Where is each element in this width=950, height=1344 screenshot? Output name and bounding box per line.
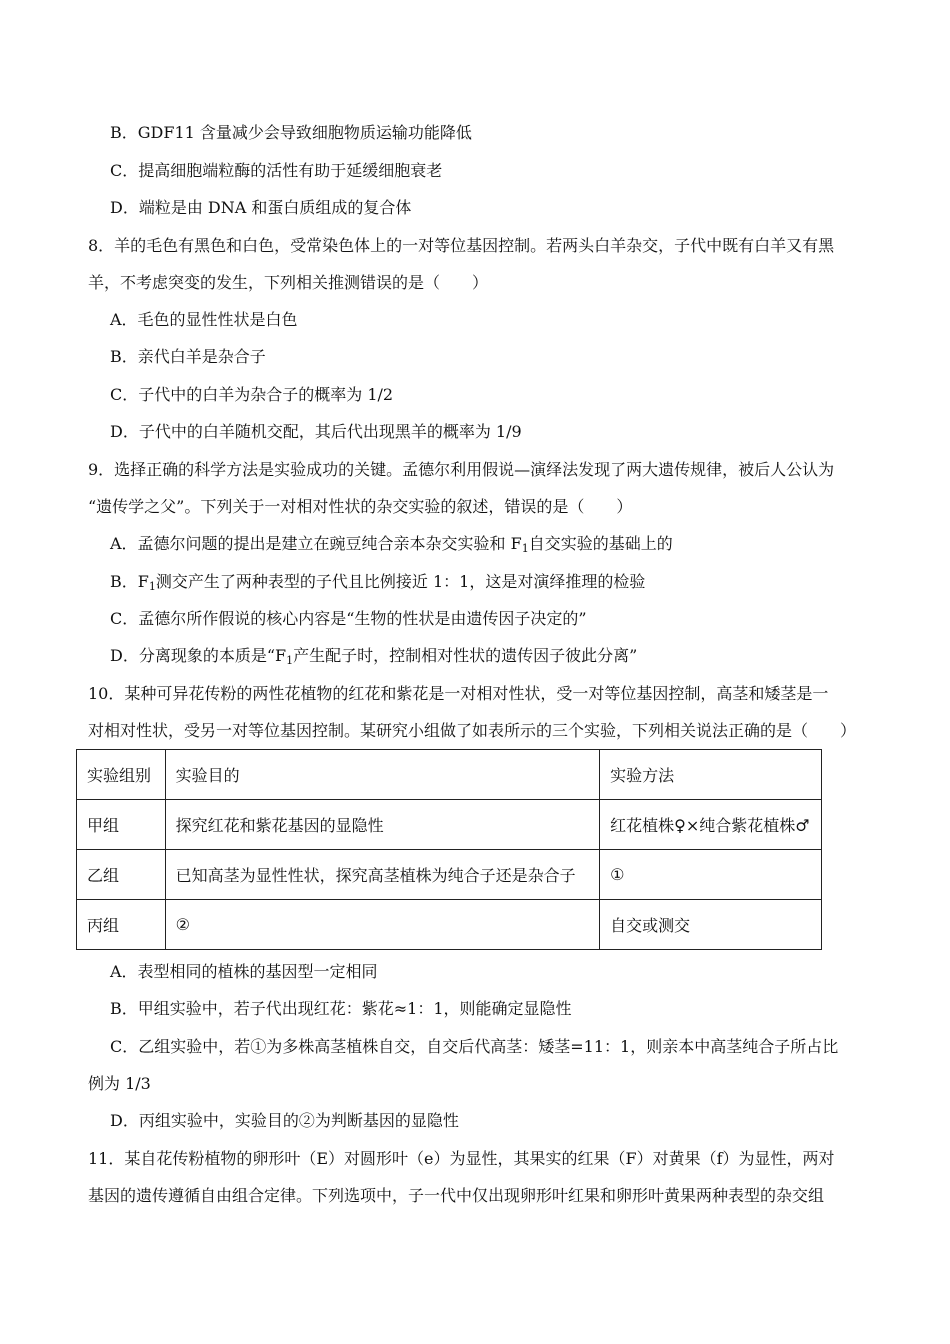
q7-option-b: B．GDF11 含量减少会导致细胞物质运输功能降低 bbox=[110, 123, 472, 142]
table-header-cell: 实验组别 bbox=[77, 750, 166, 800]
q9-option-b-sub: 1 bbox=[148, 580, 156, 593]
q9-option-b bbox=[110, 572, 645, 592]
q8-stem-line2: 羊，不考虑突变的发生，下列相关推测错误的是（ ） bbox=[88, 273, 489, 292]
q7-option-c: C．提高细胞端粒酶的活性有助于延缓细胞衰老 bbox=[110, 161, 443, 180]
q9-option-a-post: 自交实验的基础上的 bbox=[528, 534, 673, 553]
q9-option-c: C．孟德尔所作假说的核心内容是“生物的性状是由遗传因子决定的” bbox=[110, 609, 587, 628]
q8-option-d: D．子代中的白羊随机交配，其后代出现黑羊的概率为 1/9 bbox=[110, 422, 522, 441]
q10-stem-line1: 10．某种可异花传粉的两性花植物的红花和紫花是一对相对性状，受一对等位基因控制，高茎和矮茎是一 bbox=[88, 684, 829, 703]
q8-option-c: C．子代中的白羊为杂合子的概率为 1/2 bbox=[110, 385, 394, 404]
q9-option-b-pre: B．F bbox=[110, 572, 149, 591]
table-row bbox=[77, 800, 822, 850]
q9-option-d-post: 产生配子时，控制相对性状的遗传因子彼此分离” bbox=[293, 646, 638, 665]
q10-option-d: D．丙组实验中，实验目的②为判断基因的显隐性 bbox=[110, 1111, 459, 1130]
q9-stem-line1: 9．选择正确的科学方法是实验成功的关键。孟德尔利用假说—演绎法发现了两大遗传规律，被后人公认为 bbox=[88, 460, 835, 479]
q9-option-d-pre: D．分离现象的本质是“F bbox=[110, 646, 287, 665]
table-cell: 甲组 bbox=[77, 800, 166, 850]
q7-option-d: D．端粒是由 DNA 和蛋白质组成的复合体 bbox=[110, 198, 412, 217]
table-row bbox=[77, 900, 822, 950]
table-row bbox=[77, 850, 822, 900]
table-header-row bbox=[77, 750, 822, 800]
table-cell: 探究红花和紫花基因的显隐性 bbox=[165, 800, 599, 850]
table-cell: 丙组 bbox=[77, 900, 166, 950]
q10-option-c-line2: 例为 1/3 bbox=[88, 1074, 151, 1093]
q9-option-d bbox=[110, 646, 637, 666]
q10-option-a: A．表型相同的植株的基因型一定相同 bbox=[110, 962, 378, 981]
q8-stem-line1: 8．羊的毛色有黑色和白色，受常染色体上的一对等位基因控制。若两头白羊杂交，子代中既有白羊又有黑 bbox=[88, 236, 835, 255]
q11-stem-line2: 基因的遗传遵循自由组合定律。下列选项中，子一代中仅出现卵形叶红果和卵形叶黄果两种表型的杂交组 bbox=[88, 1186, 825, 1205]
experiment-table bbox=[76, 749, 822, 950]
table-header-cell: 实验方法 bbox=[600, 750, 822, 800]
table-cell: 红花植株♀×纯合紫花植株♂ bbox=[600, 800, 822, 850]
q8-option-a: A．毛色的显性性状是白色 bbox=[110, 310, 298, 329]
q10-option-c-line1: C．乙组实验中，若①为多株高茎植株自交，自交后代高茎：矮茎=11：1，则亲本中高茎纯合子所占比 bbox=[110, 1037, 839, 1056]
q9-option-d-sub: 1 bbox=[286, 654, 294, 667]
q9-option-a-sub: 1 bbox=[521, 542, 529, 555]
q9-option-a bbox=[110, 534, 673, 554]
q9-option-b-post: 测交产生了两种表型的子代且比例接近 1：1，这是对演绎推理的检验 bbox=[155, 572, 646, 591]
table-cell: 已知高茎为显性性状，探究高茎植株为纯合子还是杂合子 bbox=[165, 850, 599, 900]
q11-stem-line1: 11．某自花传粉植物的卵形叶（E）对圆形叶（e）为显性，其果实的红果（F）对黄果（f）为显性，两对 bbox=[88, 1149, 835, 1168]
q8-option-b: B．亲代白羊是杂合子 bbox=[110, 347, 266, 366]
table-cell: ② bbox=[165, 900, 599, 950]
table-cell: 乙组 bbox=[77, 850, 166, 900]
q10-stem-line2: 对相对性状，受另一对等位基因控制。某研究小组做了如表所示的三个实验，下列相关说法正确的是（ ） bbox=[88, 721, 857, 740]
q10-option-b: B．甲组实验中，若子代出现红花：紫花≈1：1，则能确定显隐性 bbox=[110, 999, 572, 1018]
table-cell: ① bbox=[600, 850, 822, 900]
table-header-cell: 实验目的 bbox=[165, 750, 599, 800]
q9-stem-line2: “遗传学之父”。下列关于一对相对性状的杂交实验的叙述，错误的是（ ） bbox=[88, 497, 633, 516]
table-cell: 自交或测交 bbox=[600, 900, 822, 950]
q9-option-a-pre: A．孟德尔问题的提出是建立在豌豆纯合亲本杂交实验和 F bbox=[110, 534, 522, 553]
